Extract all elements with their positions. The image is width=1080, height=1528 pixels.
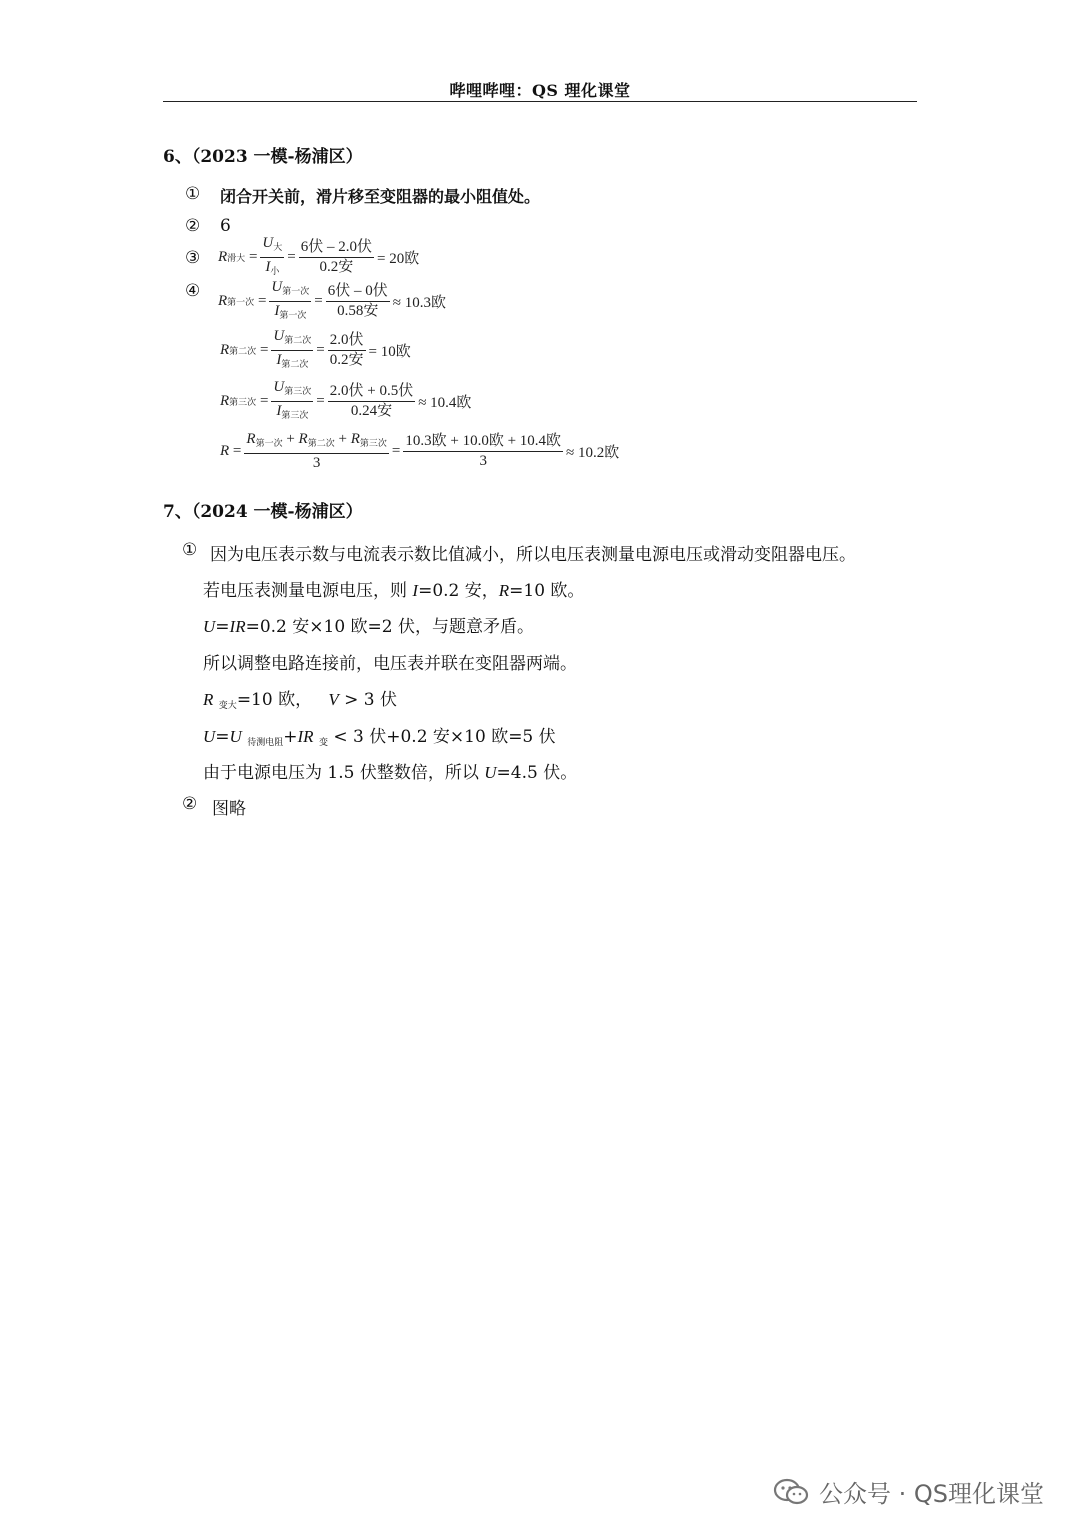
q7-line-7: 由于电源电压为 1.5 伏整数倍，所以 U=4.5 伏。 <box>203 763 578 783</box>
q7-heading: 7、（2024 一模-杨浦区） <box>163 502 363 522</box>
header-rule <box>163 101 917 102</box>
q6-heading: 6、（2023 一模-杨浦区） <box>163 147 363 167</box>
q7-answer-2: 图略 <box>212 799 246 819</box>
q6-marker-4: ④ <box>185 281 201 301</box>
q7-line-4: 所以调整电路连接前，电压表并联在变阻器两端。 <box>203 654 577 674</box>
q6-answer-2: 6 <box>220 216 231 236</box>
q6-equation-4d: R = $\frac{R_{第一次} + R_{第二次} + R_{第三次}}{3}$ = $\frac{\text{10.3欧 + 10.0欧 + 10.4欧}}{3}$ ≈ 10.2欧 <box>220 431 620 471</box>
page-header-title: 哔哩哔哩：QS 理化课堂 <box>449 81 631 100</box>
q7-marker-1: ① <box>182 540 198 560</box>
q6-equation-4a: R 第一次 = $\frac{U_{第一次}}{I_{第一次}}$ = $\frac{\text{6伏 – 0伏}}{\text{0.58安}}$ ≈ 10.3欧 <box>218 279 446 320</box>
q7-line-1: 因为电压表示数与电流表示数比值减小，所以电压表测量电源电压或滑动变阻器电压。 <box>210 545 856 565</box>
footer-watermark <box>773 1474 1044 1509</box>
q6-marker-2: ② <box>185 216 201 236</box>
q7-marker-2: ② <box>182 794 198 814</box>
wechat-icon <box>773 1478 809 1506</box>
q6-equation-3: R 滑大 = $\frac{U_大}{I_小}$ = $\frac{\text{6伏 – 2.0伏}}{\text{0.2安}}$ = 20欧 <box>218 235 420 276</box>
q6-equation-4b: R 第二次 = $\frac{U_{第二次}}{I_{第二次}}$ = $\frac{\text{2.0伏}}{\text{0.2安}}$ = 10欧 <box>220 328 411 369</box>
q7-line-6: U=U $_{待测电阻}$+IR $_变$ < 3 伏+0.2 安×10 欧=5 伏 <box>203 727 556 748</box>
q6-marker-1: ① <box>185 184 201 204</box>
q6-equation-4c: R 第三次 = $\frac{U_{第三次}}{I_{第三次}}$ = $\frac{\text{2.0伏 + 0.5伏}}{\text{0.24安}}$ ≈ 10.4欧 <box>220 379 472 420</box>
q7-line-2: 若电压表测量电源电压，则 I=0.2 安，R=10 欧。 <box>203 581 585 601</box>
q6-answer-1: 闭合开关前，滑片移至变阻器的最小阻值处。 <box>220 187 541 206</box>
q7-line-5: R $_{变大}$=10 欧， V > 3 伏 <box>203 690 397 711</box>
q6-marker-3: ③ <box>185 248 201 268</box>
footer-text: 公众号 · QS理化课堂 <box>818 1480 1044 1508</box>
q7-line-3: U=IR=0.2 安×10 欧=2 伏，与题意矛盾。 <box>203 617 535 637</box>
